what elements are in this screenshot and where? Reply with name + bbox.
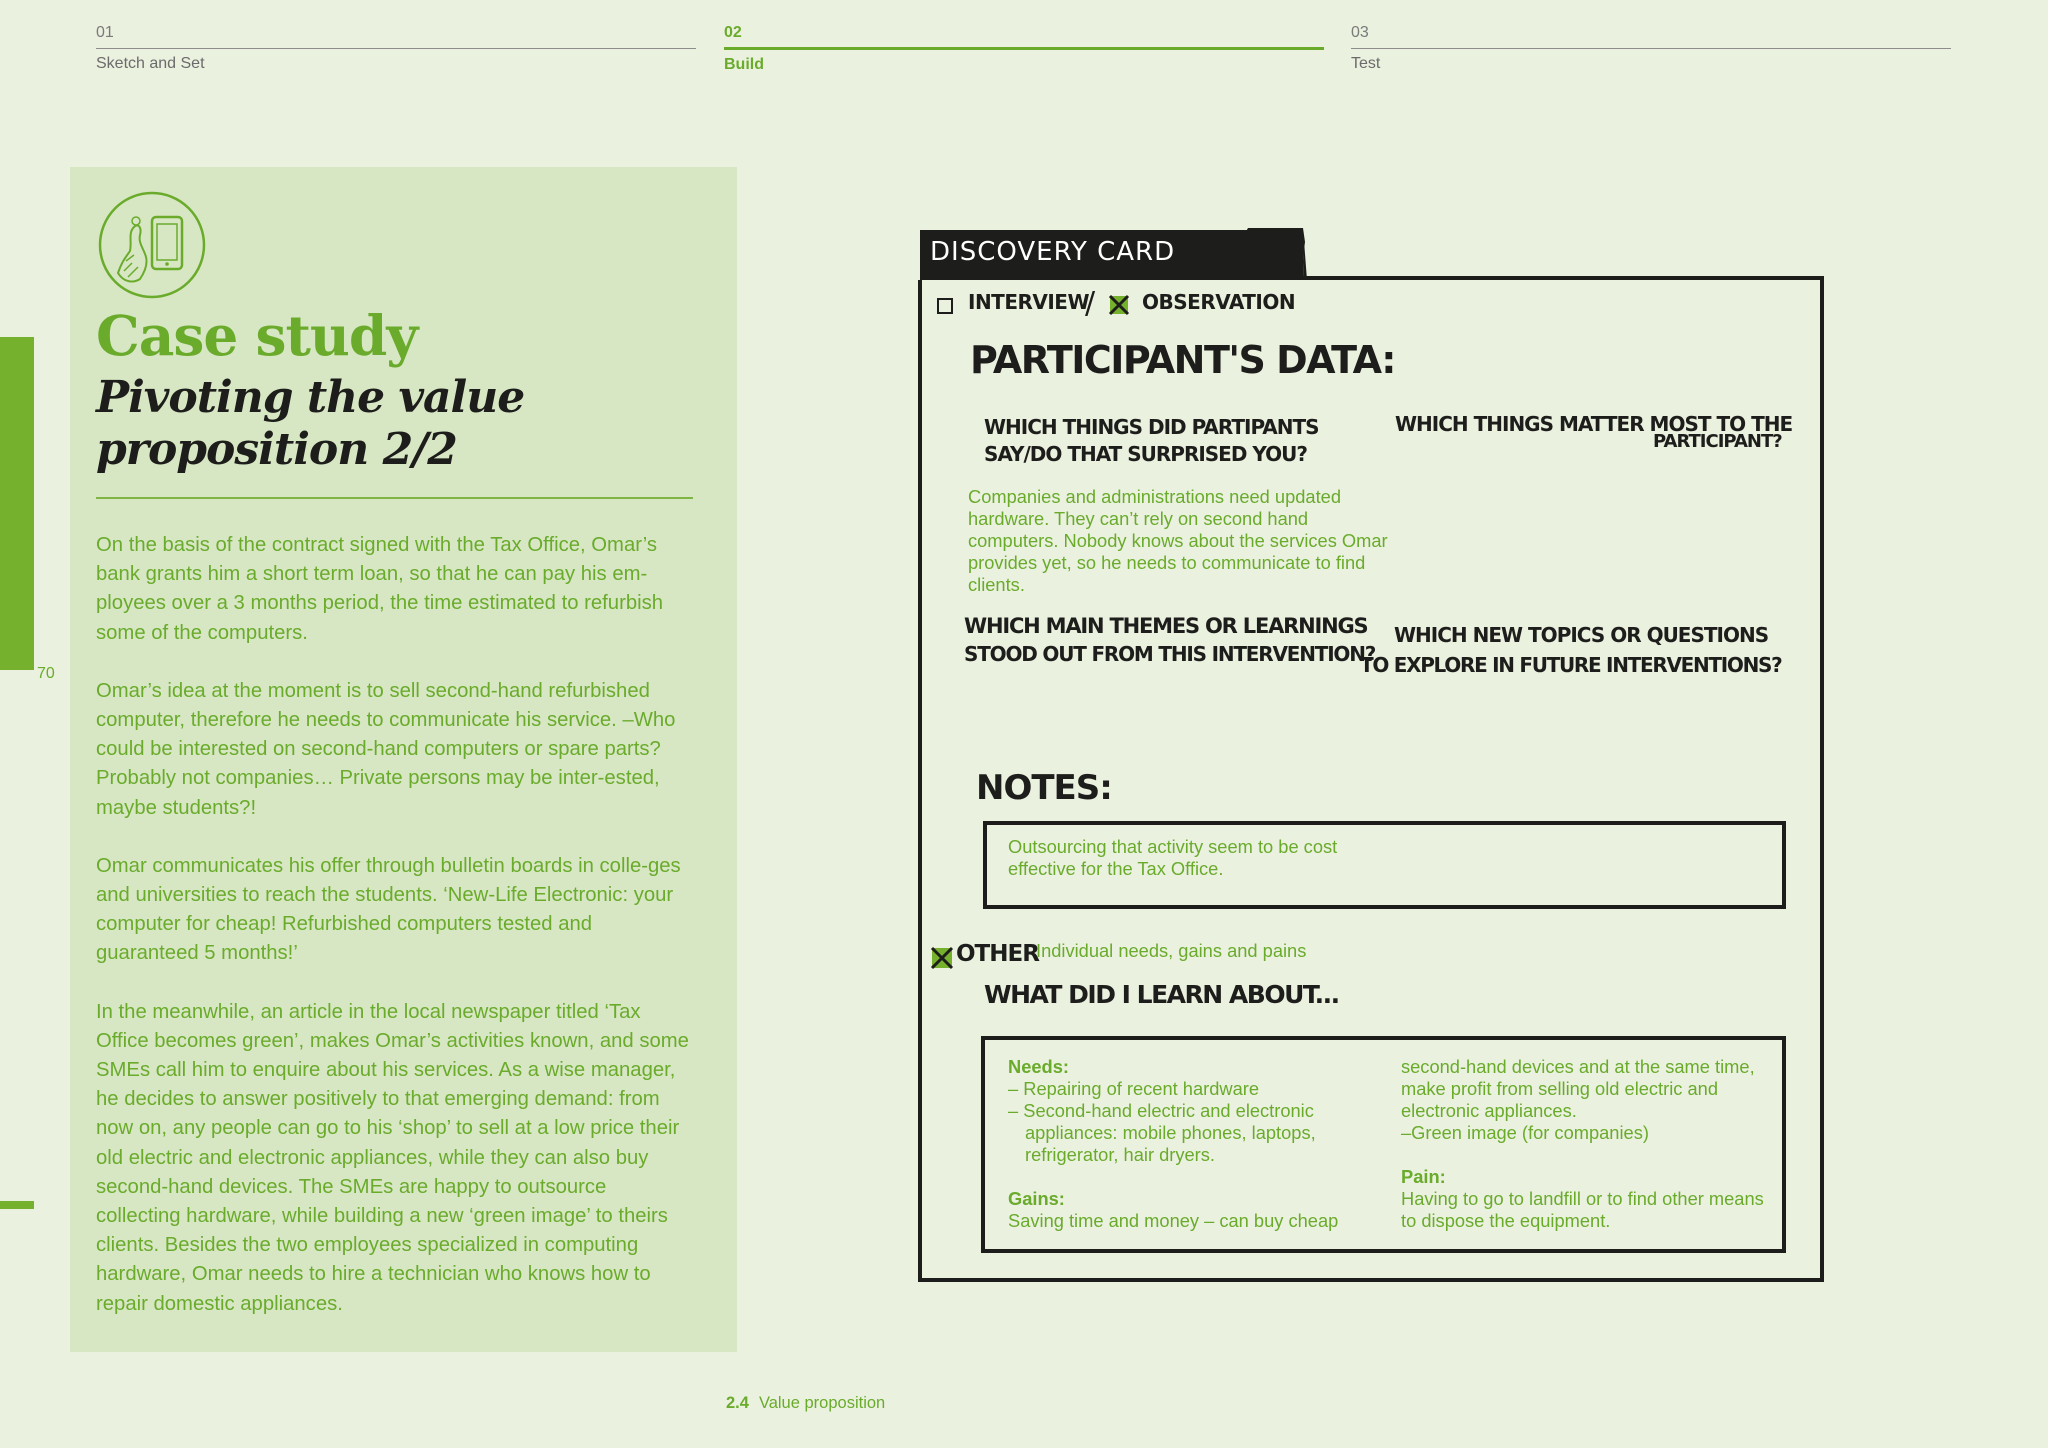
observation-checkbox-checked-icon[interactable] [1108,292,1132,316]
other-checkbox-checked-icon[interactable] [930,944,956,970]
case-study-body [96,531,696,1348]
question-topics-line1: WHICH NEW TOPICS OR QUESTIONS [1394,623,1769,647]
discovery-card [918,228,1826,1284]
page-number: 70 [37,665,55,682]
section-number: 2.4 [726,1394,749,1412]
section-marker-bar [0,337,34,670]
other-label: OTHER [956,941,1039,967]
question-surprised: WHICH THINGS DID PARTIPANTS SAY/DO THAT SURPRISED YOU? [984,415,1319,466]
case-study-subtitle: Pivoting the value proposition 2/2 [96,372,525,475]
step-name: Test [1351,55,1381,72]
step-rule [1351,48,1951,49]
case-study-icon [96,191,208,299]
page-footer [726,1394,885,1413]
step-number: 02 [724,24,742,41]
gains-text: Saving time and money – can buy cheap [1008,1210,1339,1231]
step-name: Build [724,56,764,73]
paragraph: On the basis of the contract signed with the Tax Office, Omar’s bank grants him a short term loan, so that he can pay his em-ployees over a 3 months period, the time estimated to refurbish some of the computers. [96,534,664,644]
step-rule-active [724,47,1324,50]
step-test [1351,24,1951,84]
step-sketch-and-set [96,24,696,84]
paragraph: In the meanwhile, an article in the local newspaper titled ‘Tax Office becomes green’, makes Omar’s activities known, and some SMEs call him to enquire about his services. As a wise manager, he decides to answer positively to that emerging demand: from now on, any people can go to his ‘shop’ to sell at a low price their old electric and electronic appliances, while they can also buy second-hand devices. The SMEs are happy to outsource collecting hardware, while building a new ‘green image’ to theirs clients. Besides the two employees specialized in computing hardware, Omar needs to hire a technician who knows how to repair domestic appliances. [96,1000,689,1315]
section-title: Value proposition [758,1394,886,1412]
learn-heading: WHAT DID I LEARN ABOUT... [984,980,1339,1009]
option-observation-label: OBSERVATION [1142,290,1296,314]
step-number: 03 [1351,24,1369,41]
section-marker-tick [0,1201,34,1209]
step-build [724,24,1324,84]
paragraph: Omar’s idea at the moment is to sell second-hand refurbished computer, therefore he needs to communicate his service. –Who could be interested on second-hand computers or spare parts? Probably not companies… Private persons may be inter-ested, maybe students?! [96,679,676,819]
case-study-title: Case study [96,303,418,368]
other-text: Individual needs, gains and pains [1036,940,1307,961]
question-matter-line1: WHICH THINGS MATTER MOST TO THE [1395,412,1793,436]
gains-continued: second-hand devices and at the same time, make profit from selling old electric and electronic appliances. [1401,1056,1755,1121]
participants-heading: PARTICIPANT'S DATA: [970,338,1395,382]
question-topics-line2: TO EXPLORE IN FUTURE INTERVENTIONS? [1360,653,1782,677]
needs-item: – Second-hand electric and electronic [1008,1100,1314,1121]
pain-label: Pain: [1401,1166,1446,1187]
needs-gains-column [1008,1056,1388,1232]
card-header: DISCOVERY CARD [930,237,1176,267]
notes-heading: NOTES: [976,768,1112,808]
green-image-item: –Green image (for companies) [1401,1122,1649,1143]
question-matter-line2: PARTICIPANT? [1653,431,1782,452]
answer-surprised: Companies and administrations need updated hardware. They can’t rely on second hand computers. Nobody knows about the services Omar provides yet, so he needs to communicate to find clients. [968,486,1388,595]
notes-text: Outsourcing that activity seem to be cost effective for the Tax Office. [1008,836,1338,879]
needs-label: Needs: [1008,1056,1069,1077]
step-name: Sketch and Set [96,55,205,72]
paragraph: Omar communicates his offer through bulletin boards in colle-ges and universities to reach the students. ‘New-Life Electronic: your computer for cheap! Refurbished computers tested and guaranteed 5 months!’ [96,854,681,965]
step-number: 01 [96,24,114,41]
question-themes-line2: STOOD OUT FROM THIS INTERVENTION? [964,642,1376,666]
gains-pain-column [1401,1056,1771,1232]
needs-item-continued: appliances: mobile phones, laptops, refrigerator, hair dryers. [1025,1122,1316,1165]
gains-label: Gains: [1008,1188,1065,1209]
question-themes-line1: WHICH MAIN THEMES OR LEARNINGS [964,614,1368,638]
needs-item: – Repairing of recent hardware [1008,1078,1260,1099]
step-rule [96,48,696,49]
option-separator: / [1085,286,1095,321]
pain-text: Having to go to landfill or to find other means to dispose the equipment. [1401,1188,1764,1231]
divider [96,497,693,499]
interview-checkbox[interactable] [937,298,953,314]
option-interview-label: INTERVIEW [968,290,1090,314]
